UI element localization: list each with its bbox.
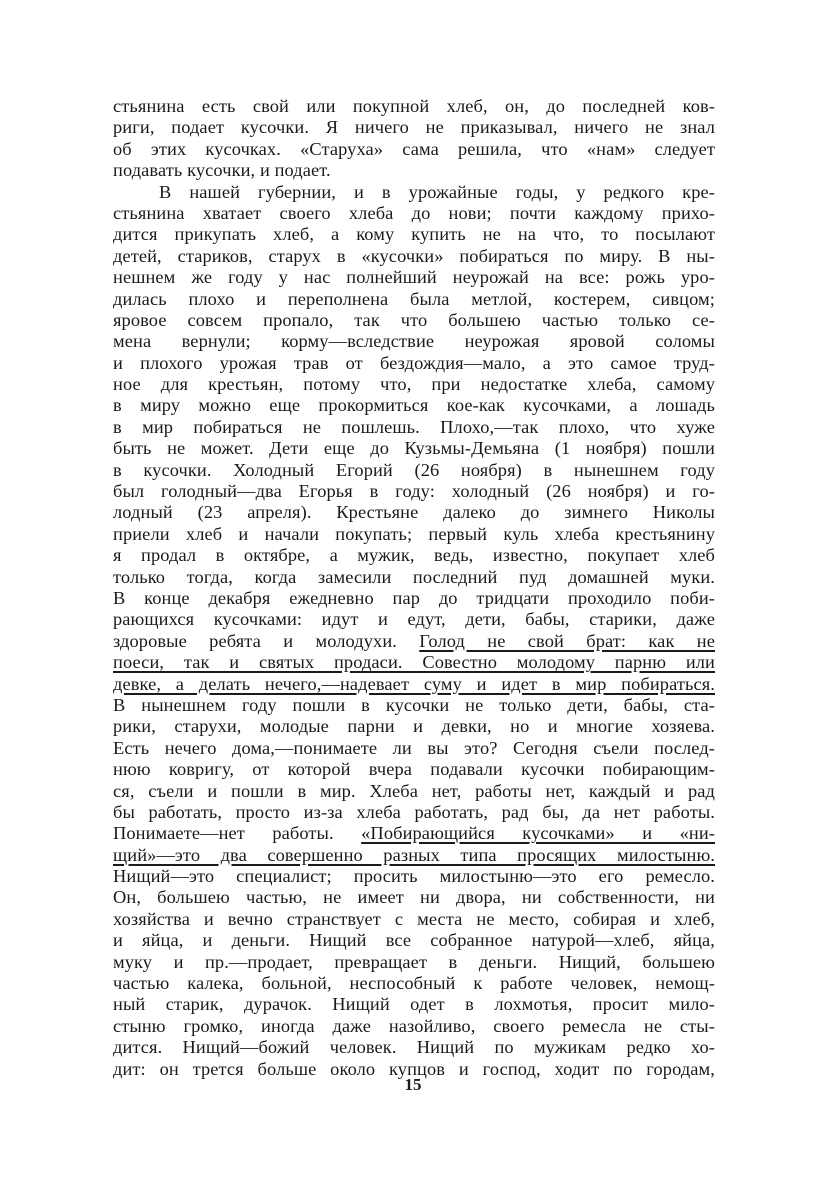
- text-line: мена вернули; корму—вследствие неурожая яровой соломы: [113, 331, 715, 352]
- text-line: приели хлеб и начали покупать; первый куль хлеба крестьянину: [113, 523, 715, 544]
- underlined-passage: щий»—это два совершенно разных типа просящих милостыню.: [113, 844, 715, 865]
- text-line: ся, съели и пошли в мир. Хлеба нет, работы нет, каждый и рад: [113, 780, 715, 801]
- text-line: Он, большею частью, не имеет ни двора, ни собственности, ни: [113, 887, 715, 908]
- text-line: [113, 652, 715, 673]
- text-line: ный старик, дурачок. Нищий одет в лохмотья, просит мило-: [113, 994, 715, 1015]
- text-line: я продал в октябре, а мужик, ведь, известно, покупает хлеб: [113, 545, 715, 566]
- text-line: Есть нечего дома,—понимаете ли вы это? Сегодня съели послед-: [113, 737, 715, 758]
- text-line: стыню громко, иногда даже назойливо, своего ремесла не сты-: [113, 1015, 715, 1036]
- text-line: быть не может. Дети еще до Кузьмы-Демьяна (1 ноября) пошли: [113, 438, 715, 459]
- text-line: Понимаете—нет работы. «Побирающийся кусочками» и «ни-: [113, 823, 715, 844]
- text-line: дится. Нищий—божий человек. Нищий по мужикам редко хо-: [113, 1037, 715, 1058]
- text-line: стьянина хватает своего хлеба до нови; почти каждому прихо-: [113, 202, 715, 223]
- text-line: и плохого урожая трав от бездождия—мало, а это самое труд-: [113, 352, 715, 373]
- text-line: В нашей губернии, и в урожайные годы, у редкого кре-: [159, 181, 715, 202]
- text-line: дит: он трется больше около купцов и господ, ходит по городам,: [113, 1058, 715, 1079]
- text-line: стьянина есть свой или покупной хлеб, он, до последней ков-: [113, 96, 715, 116]
- text-line: подавать кусочки, и подает.: [113, 160, 331, 181]
- underlined-passage: «Побирающийся кусочками» и «ни-: [361, 823, 715, 844]
- page-number: 15: [404, 1075, 422, 1094]
- text-line: Нищий—это специалист; просить милостыню—это его ремесло.: [113, 866, 715, 887]
- text-line: в кусочки. Холодный Егорий (26 ноября) в нынешнем году: [113, 459, 715, 480]
- text-line: только тогда, когда замесили последний пуд домашней муки.: [113, 566, 715, 587]
- text-line: яровое совсем пропало, так что большею частью только се-: [113, 309, 715, 330]
- text-line: лодный (23 апреля). Крестьяне далеко до зимнего Николы: [113, 502, 715, 523]
- text-line: в миру можно еще прокормиться кое-как кусочками, а лошадь: [113, 395, 715, 416]
- text-line: [113, 674, 715, 695]
- underlined-passage: девке, а делать нечего,—надевает суму и идет в мир побираться.: [113, 673, 715, 694]
- text-line: дится прикупать хлеб, а кому купить не на что, то посылают: [113, 224, 715, 245]
- text-line: частью калека, больной, неспособный к работе человек, немощ-: [113, 973, 715, 994]
- underlined-passage: поеси, так и святых продаси. Совестно молодому парню или: [113, 652, 715, 673]
- text-line: В конце декабря ежедневно пар до тридцати проходило поби-: [113, 587, 715, 608]
- text-line: нюю ковригу, от которой вчера подавали кусочки побирающим-: [113, 759, 715, 780]
- text-line: бы работать, просто из-за хлеба работать, рад бы, да нет работы.: [113, 801, 715, 822]
- text-line: нешнем же году у нас полнейший неурожай на все: рожь уро-: [113, 267, 715, 288]
- text-line: риги, подает кусочки. Я ничего не приказывал, ничего не знал: [113, 117, 715, 138]
- text-line: ное для крестьян, потому что, при недостатке хлеба, самому: [113, 374, 715, 395]
- text-line: В нынешнем году пошли в кусочки не только дети, бабы, ста-: [113, 694, 715, 715]
- text-line: муку и пр.—продает, превращает в деньги. Нищий, большею: [113, 951, 715, 972]
- text-line: и яйца, и деньги. Нищий все собранное натурой—хлеб, яйца,: [113, 930, 715, 951]
- text-line: был голодный—два Егорья в году: холодный (26 ноября) и го-: [113, 481, 715, 502]
- text-line: детей, стариков, старух в «кусочки» побираться по миру. В ны-: [113, 245, 715, 266]
- text-line: рающихся кусочками: идут и едут, дети, бабы, старики, даже: [113, 609, 715, 630]
- text-line: в мир побираться не пошлешь. Плохо,—так плохо, что хуже: [113, 416, 715, 437]
- text-line: дилась плохо и переполнена была метлой, костерем, сивцом;: [113, 288, 715, 309]
- underlined-passage: Голод не свой брат: как не: [419, 630, 715, 651]
- text-line: здоровые ребята и молодухи. Голод не свой брат: как не: [113, 630, 715, 651]
- text-line: рики, старухи, молодые парни и девки, но и многие хозяева.: [113, 716, 715, 737]
- text-line: хозяйства и вечно странствует с места не место, собирая и хлеб,: [113, 908, 715, 929]
- text-line: об этих кусочках. «Старуха» сама решила, что «нам» следует: [113, 138, 715, 159]
- body-text: [113, 96, 715, 1080]
- text-line: [113, 845, 715, 866]
